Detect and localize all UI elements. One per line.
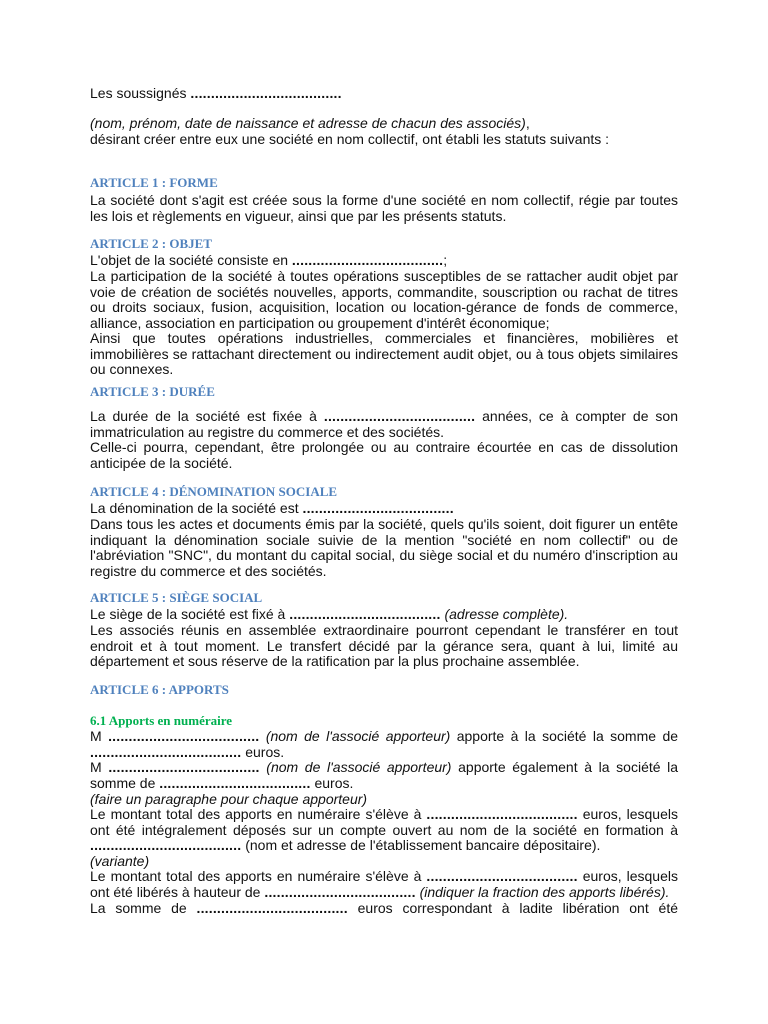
intro-paragraph: (nom, prénom, date de naissance et adresse de chacun des associés), désirant créer entre eux une société en nom collectif, ont établi les statuts suivants : (90, 116, 678, 147)
article-2-objet-line: L'objet de la société consiste en .....................................; (90, 252, 448, 268)
blank-field: ..................................... (190, 85, 342, 101)
associes-note: (nom, prénom, date de naissance et adresse de chacun des associés) (90, 115, 526, 131)
article-3-duree: La durée de la société est fixée à ..................................... années, ce à compter de son immatriculation au registre du commerce et des sociétés. (90, 408, 679, 440)
article-5-heading: ARTICLE 5 : SIÈGE SOCIAL (90, 590, 263, 605)
blank-field: ..................................... (289, 606, 441, 622)
blank-field: ..................................... (108, 728, 260, 744)
variante-note: (variante) (90, 853, 150, 869)
blank-field: ..................................... (108, 759, 260, 775)
blank-field: ..................................... (264, 883, 416, 900)
blank-field: ..................................... (323, 408, 476, 424)
article-5-siege-line: Le siège de la société est fixé à ..................................... (adresse complète). (90, 606, 569, 622)
article-5-transfert: Les associés réunis en assemblée extraordinaire pourront cependant le transférer en tout endroit et à tout moment. Le transfert décidé par la gérance sera, quant à lui, limité au département et sous réserve de la ratification par la plus prochaine assemblée. (90, 622, 678, 670)
article-3-heading: ARTICLE 3 : DURÉE (90, 384, 215, 399)
blank-field: ..................................... (426, 868, 578, 884)
blank-field: ..................................... (291, 252, 444, 268)
faire-note: (faire un paragraphe pour chaque apporteur) (90, 791, 368, 807)
article-1-text: La société dont s'agit est créée sous la forme d'une société en nom collectif, régie par toutes les lois et règlements en vigueur, ainsi que par les présents statuts. (90, 192, 678, 224)
blank-field: ..................................... (196, 900, 348, 916)
intro-soussignes (90, 86, 678, 102)
liberation-paragraph: La somme de ..................................... euros correspondant à ladite libération ont été (90, 900, 679, 916)
blank-field: ..................................... (90, 837, 242, 854)
article-4-denomination-line: La dénomination de la société est ..................................... (90, 500, 454, 516)
blank-field: ..................................... (90, 743, 242, 760)
total-apports-paragraph: Le montant total des apports en numéraire s'élève à ..................................... euros, lesquels ont été intégralement déposés sur un compte ouvert au nom de la société en formation à ..................................... (nom et adresse de l'établissement bancaire dépositaire). (90, 806, 678, 854)
article-4-heading: ARTICLE 4 : DÉNOMINATION SOCIALE (90, 484, 338, 499)
article-2-participation: La participation de la société à toutes opérations susceptibles de se rattacher audit objet par voie de création de sociétés nouvelles, apports, commandite, souscription ou rachat de titres ou droits sociaux, fusion, acquisition, location ou location-gérance de fonds de commerce, alliance, association en participation ou groupement d'intérêt économique; (90, 268, 678, 331)
article-3-prolongation: Celle-ci pourra, cependant, être prolongée ou au contraire écourtée en cas de dissolution anticipée de la société. (90, 439, 678, 471)
article-1-heading: ARTICLE 1 : FORME (90, 175, 218, 190)
article-4-actes: Dans tous les actes et documents émis par la société, quels qu'ils soient, doit figurer un entête indiquant la dénomination sociale suivie de la mention "société en nom collectif" ou de l'abréviation "SNC", du montant du capital social, du siège social et du numéro d'inscription au registre du commerce et des sociétés. (90, 516, 678, 579)
soussignes-label: Les soussignés (90, 85, 187, 101)
variante-paragraph: Le montant total des apports en numéraire s'élève à ..................................... euros, lesquels ont été libérés à hauteur de ..................................... (indiquer la fraction des apports libérés). (90, 868, 678, 900)
apport-2-paragraph: M ..................................... (nom de l'associé apporteur) apporte également à la société la somme de ..................................... euros. (90, 759, 679, 791)
desirant-text: désirant créer entre eux une société en nom collectif, ont établi les statuts suivants : (90, 130, 610, 147)
blank-field: ..................................... (302, 500, 454, 516)
article-2-heading: ARTICLE 2 : OBJET (90, 236, 212, 251)
apport-1-paragraph: M ..................................... (nom de l'associé apporteur) apporte à la société la somme de ..................................... euros. (90, 728, 679, 760)
section-6-1-heading: 6.1 Apports en numéraire (90, 713, 233, 728)
article-6-heading: ARTICLE 6 : APPORTS (90, 682, 229, 697)
blank-field: ..................................... (159, 774, 311, 791)
article-2-operations: Ainsi que toutes opérations industrielles, commerciales et financières, mobilières et immobilières se rattachant directement ou indirectement audit objet, ou à tous objets similaires ou connexes. (90, 330, 678, 378)
blank-field: ..................................... (426, 806, 578, 822)
